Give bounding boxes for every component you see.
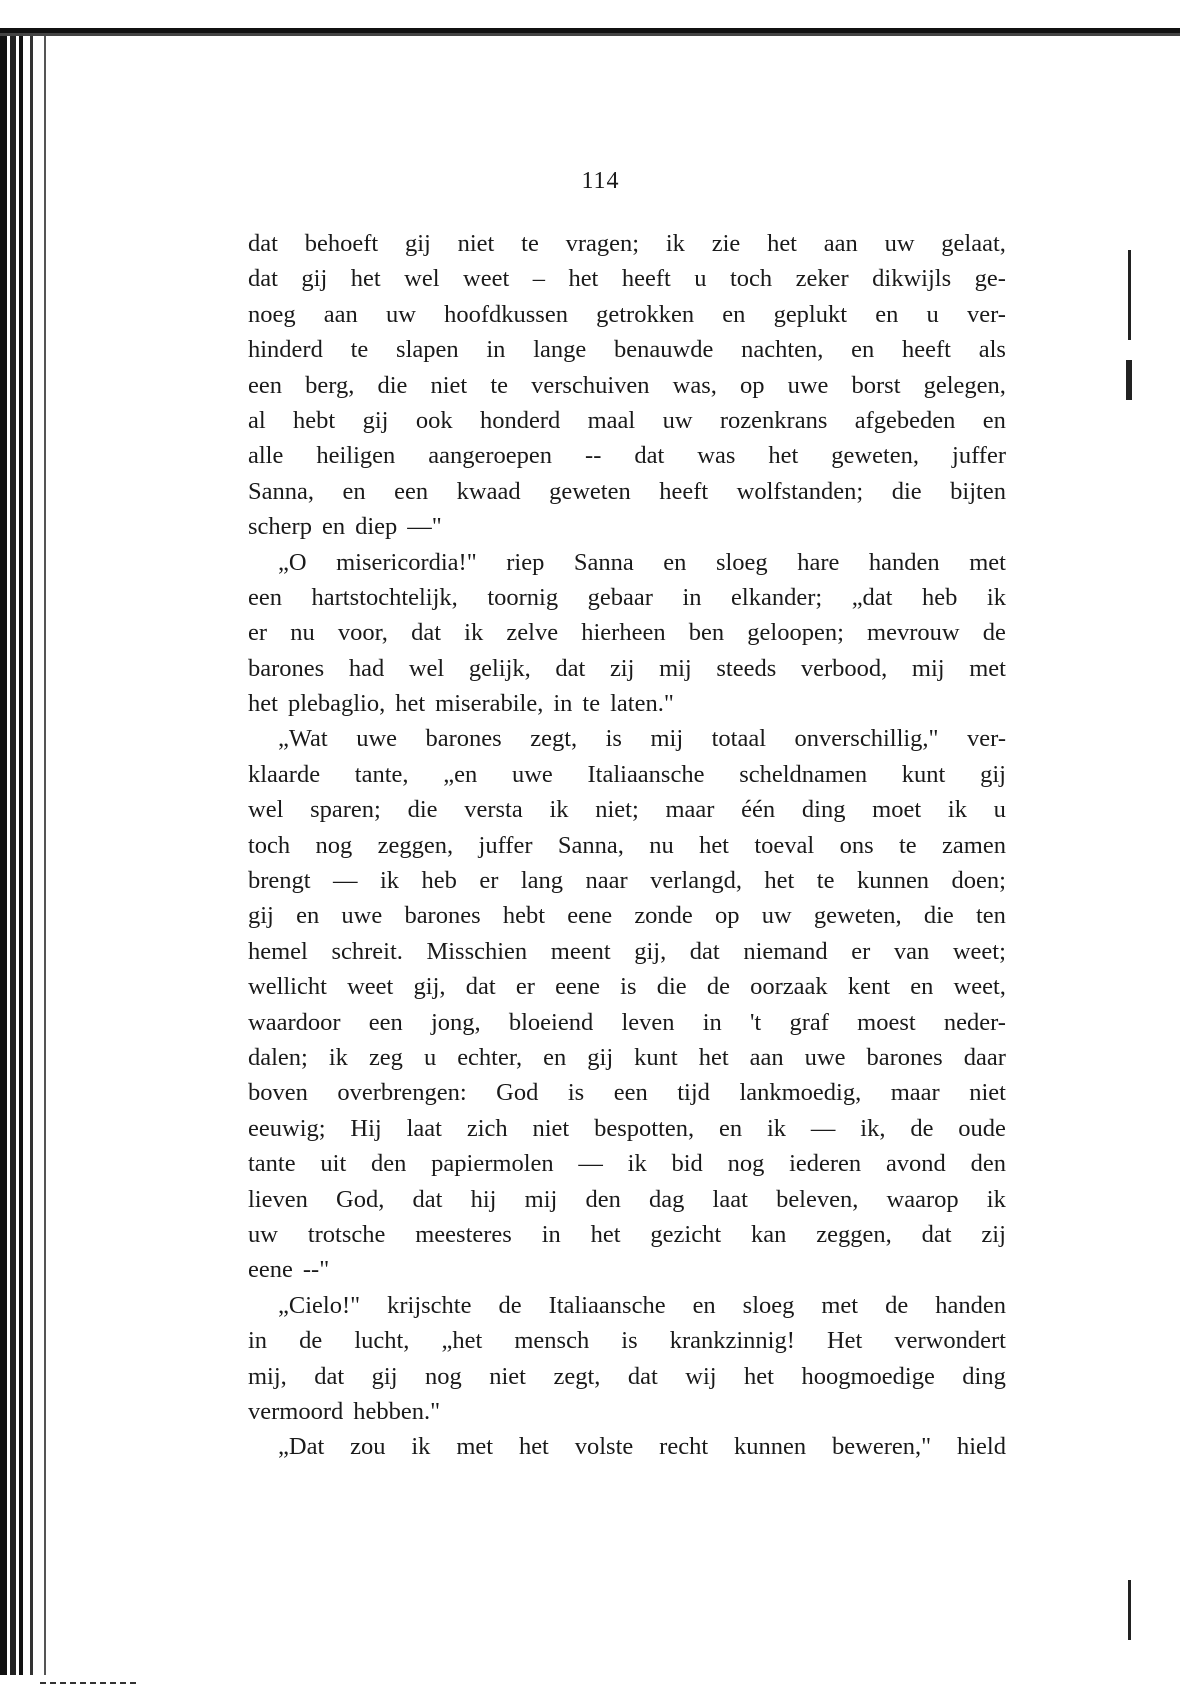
text-line: al hebt gij ook honderd maal uw rozenkrans afgebeden en (248, 406, 1006, 434)
text-line: er nu voor, dat ik zelve hierheen ben geloopen; mevrouw de (248, 619, 1006, 647)
text-line: klaarde tante, „en uwe Italiaansche scheldnamen kunt gij (248, 760, 1006, 788)
text-line: scherp en diep —" (248, 513, 442, 541)
text-line: hinderd te slapen in lange benauwde nachten, en heeft als (248, 336, 1006, 364)
text-line: hemel schreit. Misschien meent gij, dat niemand er van weet; (248, 937, 1006, 965)
text-line: brengt — ik heb er lang naar verlangd, het te kunnen doen; (248, 867, 1006, 895)
text-line: „O misericordia!" riep Sanna en sloeg hare handen met (278, 548, 1006, 576)
right-margin-mark (1126, 360, 1132, 400)
text-line: een berg, die niet te verschuiven was, op uwe borst gelegen, (248, 371, 1006, 399)
text-line: barones had wel gelijk, dat zij mij steeds verbood, mij met (248, 654, 1006, 682)
text-line: toch nog zeggen, juffer Sanna, nu het toeval ons te zamen (248, 831, 1006, 859)
text-line: „Wat uwe barones zegt, is mij totaal onverschillig," ver- (278, 725, 1006, 753)
page-number: 114 (581, 168, 620, 194)
text-line: in de lucht, „het mensch is krankzinnig! Het verwondert (248, 1327, 1006, 1355)
text-line: Sanna, en een kwaad geweten heeft wolfstanden; die bijten (248, 477, 1006, 505)
text-line: „Dat zou ik met het volste recht kunnen beweren," hield (278, 1433, 1006, 1461)
text-line: eene --" (248, 1256, 330, 1284)
text-line: mij, dat gij nog niet zegt, dat wij het hoogmoedige ding (248, 1362, 1006, 1390)
body-text (248, 226, 1006, 1465)
book-binding-edge (0, 30, 62, 1675)
text-line: een hartstochtelijk, toornig gebaar in elkander; „dat heb ik (248, 583, 1006, 611)
text-line: noeg aan uw hoofdkussen getrokken en geplukt en u ver- (248, 300, 1006, 328)
page-top-edge (0, 28, 1180, 42)
text-line: het plebaglio, het miserabile, in te laten." (248, 690, 674, 718)
text-line: lieven God, dat hij mij den dag laat beleven, waarop ik (248, 1185, 1006, 1213)
text-line: alle heiligen aangeroepen -- dat was het geweten, juffer (248, 442, 1006, 470)
text-line: wellicht weet gij, dat er eene is die de oorzaak kent en weet, (248, 973, 1006, 1001)
text-line: dat gij het wel weet – het heeft u toch zeker dikwijls ge- (248, 265, 1006, 293)
text-line: wel sparen; die versta ik niet; maar één ding moet ik u (248, 796, 1006, 824)
right-margin-mark (1128, 1580, 1131, 1640)
page-bottom-edge (40, 1682, 140, 1684)
text-line: dalen; ik zeg u echter, en gij kunt het aan uwe barones daar (248, 1043, 1006, 1071)
text-line: vermoord hebben." (248, 1397, 441, 1425)
text-line: boven overbrengen: God is een tijd lankmoedig, maar niet (248, 1079, 1006, 1107)
text-line: dat behoeft gij niet te vragen; ik zie het aan uw gelaat, (248, 230, 1006, 257)
text-line: „Cielo!" krijschte de Italiaansche en sloeg met de handen (278, 1291, 1006, 1319)
text-line: uw trotsche meesteres in het gezicht kan zeggen, dat zij (248, 1220, 1006, 1248)
text-line: eeuwig; Hij laat zich niet bespotten, en ik — ik, de oude (248, 1114, 1006, 1142)
right-margin-mark (1128, 250, 1131, 340)
text-line: gij en uwe barones hebt eene zonde op uw geweten, die ten (248, 902, 1006, 930)
text-line: tante uit den papiermolen — ik bid nog iederen avond den (248, 1150, 1006, 1178)
text-line: waardoor een jong, bloeiend leven in 't graf moest neder- (248, 1008, 1006, 1036)
